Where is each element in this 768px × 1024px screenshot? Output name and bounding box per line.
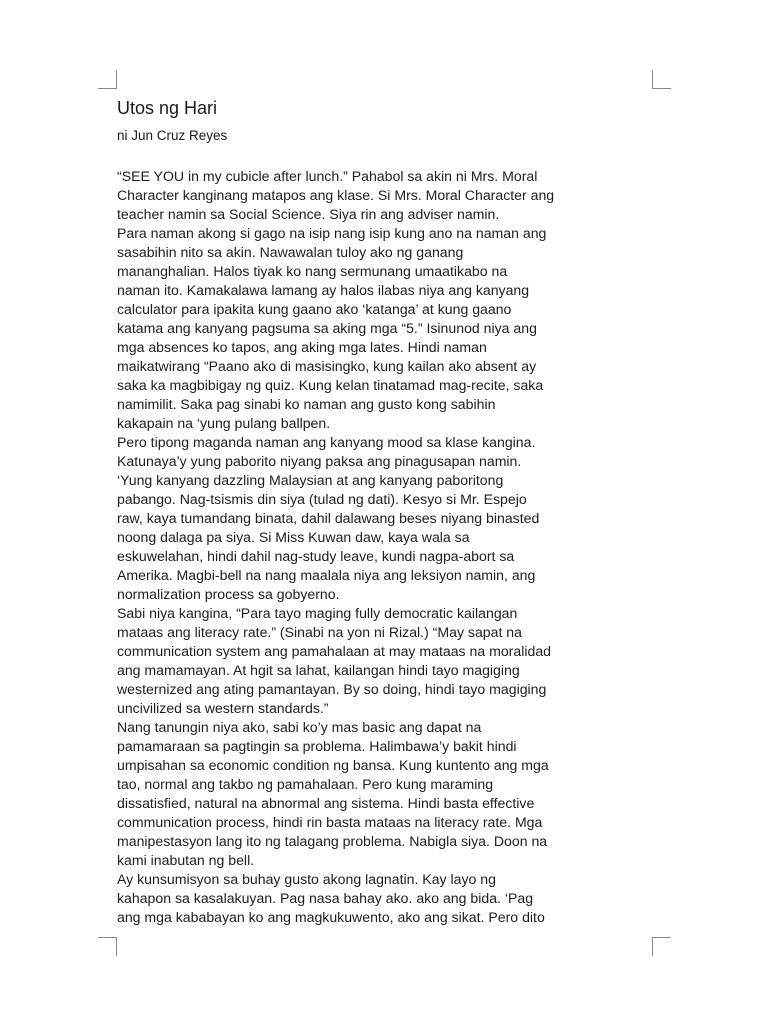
- document-content: [117, 96, 635, 927]
- crop-mark-bottom-right: [652, 937, 671, 956]
- body-text-line: eskuwelahan, hindi dahil nag-study leave, kundi nagpa-abort sa: [117, 548, 515, 564]
- document-author: ni Jun Cruz Reyes: [117, 128, 228, 143]
- body-text-line: Character kanginang matapos ang klase. Si Mrs. Moral Character ang: [117, 187, 555, 203]
- body-text-line: ‘Yung kanyang dazzling Malaysian at ang kanyang paboritong: [117, 472, 504, 488]
- body-text-line: uncivilized sa western standards.”: [117, 700, 329, 716]
- body-text-line: Katunaya’y yung paborito niyang paksa ang pinagusapan namin.: [117, 453, 522, 469]
- body-text-line: Sabi niya kangina, “Para tayo maging fully democratic kailangan: [117, 605, 518, 621]
- body-text-line: maikatwirang “Paano ako di masisingko, kung kailan ako absent ay: [117, 358, 537, 374]
- body-text-line: manipestasyon lang ito ng talagang problema. Nabigla siya. Doon na: [117, 833, 548, 849]
- body-text-line: communication system ang pamahalaan at may mataas na moralidad: [117, 643, 551, 659]
- crop-mark-bottom-left: [98, 937, 117, 956]
- body-text-line: naman ito. Kamakalawa lamang ay halos ilabas niya ang kanyang: [117, 282, 530, 298]
- body-text-line: ang mamamayan. At hgit sa lahat, kailangan hindi tayo magiging: [117, 662, 520, 678]
- body-text-line: Pero tipong maganda naman ang kanyang mood sa klase kangina.: [117, 434, 536, 450]
- crop-mark-top-left: [98, 70, 117, 89]
- body-text-line: raw, kaya tumandang binata, dahil dalawang beses niyang binasted: [117, 510, 540, 526]
- body-text-line: “SEE YOU in my cubicle after lunch.” Pahabol sa akin ni Mrs. Moral: [117, 168, 538, 184]
- body-text-line: dissatisfied, natural na abnormal ang sistema. Hindi basta effective: [117, 795, 535, 811]
- body-text-line: teacher namin sa Social Science. Siya rin ang adviser namin.: [117, 206, 500, 222]
- crop-mark-top-right: [652, 70, 671, 89]
- body-text-line: tao, normal ang takbo ng pamahalaan. Pero kung maraming: [117, 776, 494, 792]
- document-body: [117, 167, 635, 927]
- document-title: Utos ng Hari: [117, 98, 218, 118]
- body-text-line: ang mga kababayan ko ang magkukuwento, ako ang sikat. Pero dito: [117, 909, 545, 925]
- body-text-line: westernized ang ating pamantayan. By so doing, hindi tayo magiging: [117, 681, 547, 697]
- body-text-line: sasabihin nito sa akin. Nawawalan tuloy ako ng ganang: [117, 244, 464, 260]
- body-text-line: mananghalian. Halos tiyak ko nang sermunang umaatikabo na: [117, 263, 508, 279]
- body-text-line: mga absences ko tapos, ang aking mga lates. Hindi naman: [117, 339, 487, 355]
- body-text-line: pamamaraan sa pagtingin sa problema. Halimbawa’y bakit hindi: [117, 738, 517, 754]
- body-text-line: namimilit. Saka pag sinabi ko naman ang gusto kong sabihin: [117, 396, 496, 412]
- body-text-line: Amerika. Magbi-bell na nang maalala niya ang leksiyon namin, ang: [117, 567, 536, 583]
- body-text-line: mataas ang literacy rate.” (Sinabi na yon ni Rizal.) “May sapat na: [117, 624, 522, 640]
- body-text-line: noong dalaga pa siya. Si Miss Kuwan daw, kaya wala sa: [117, 529, 470, 545]
- body-text-line: normalization process sa gobyerno.: [117, 586, 340, 602]
- body-text-line: Nang tanungin niya ako, sabi ko’y mas basic ang dapat na: [117, 719, 482, 735]
- body-text-line: kahapon sa kasalakuyan. Pag nasa bahay ako. ako ang bida. ‘Pag: [117, 890, 534, 906]
- body-text-line: saka ka magbibigay ng quiz. Kung kelan tinatamad mag-recite, saka: [117, 377, 544, 393]
- body-text-line: katama ang kanyang pagsuma sa aking mga “5.” Isinunod niya ang: [117, 320, 537, 336]
- body-text-line: kakapain na ‘yung pulang ballpen.: [117, 415, 331, 431]
- body-text-line: Ay kunsumisyon sa buhay gusto akong lagnatin. Kay layo ng: [117, 871, 496, 887]
- body-text-line: Para naman akong si gago na isip nang isip kung ano na naman ang: [117, 225, 547, 241]
- body-text-line: communication process, hindi rin basta mataas na literacy rate. Mga: [117, 814, 543, 830]
- body-text-line: calculator para ipakita kung gaano ako ‘katanga’ at kung gaano: [117, 301, 512, 317]
- body-text-line: kami inabutan ng bell.: [117, 852, 255, 868]
- body-text-line: umpisahan sa economic condition ng bansa. Kung kuntento ang mga: [117, 757, 549, 773]
- body-text-line: pabango. Nag-tsismis din siya (tulad ng dati). Kesyo si Mr. Espejo: [117, 491, 527, 507]
